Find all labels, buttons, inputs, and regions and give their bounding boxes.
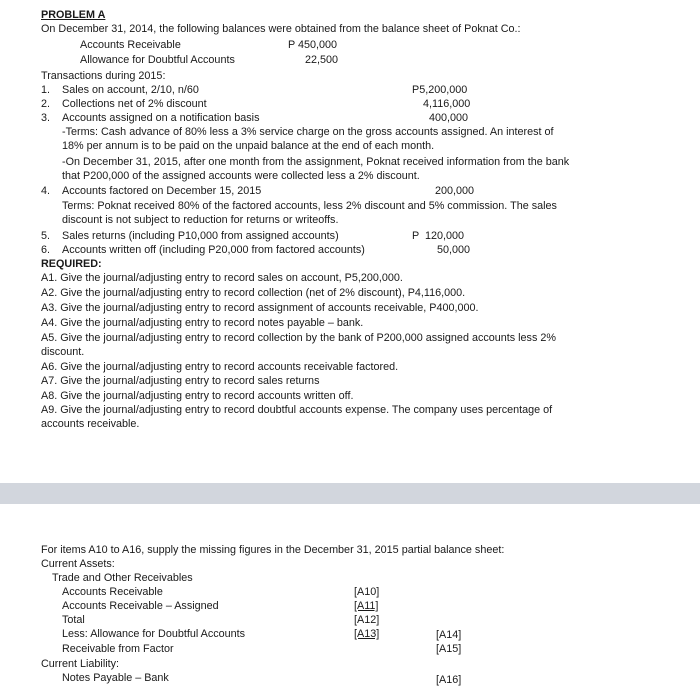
transaction-3-terms-line1: -Terms: Cash advance of 80% less a 3% service charge on the gross accounts assigned. An interest of [62,126,554,138]
required-item-a3: A3. Give the journal/adjusting entry to record assignment of accounts receivable, P400,000. [41,302,479,314]
transaction-2-amount: 4,116,000 [423,98,471,110]
bs-total-label: Total [62,614,85,626]
bs-ar-label: Accounts Receivable [62,586,163,598]
required-item-a5-cont: discount. [41,346,85,358]
required-item-a2: A2. Give the journal/adjusting entry to record collection (net of 2% discount), P4,116,000. [41,287,466,299]
opening-ar-label: Accounts Receivable [80,39,181,51]
required-item-a1: A1. Give the journal/adjusting entry to record sales on account, P5,200,000. [41,272,403,284]
bs-ar-ref: [A10] [354,586,380,598]
bs-net-receivables-ref: [A14] [436,629,462,641]
required-item-a9-cont: accounts receivable. [41,418,140,430]
required-item-a6: A6. Give the journal/adjusting entry to record accounts receivable factored. [41,361,399,373]
trade-receivables-heading: Trade and Other Receivables [52,572,193,584]
bs-factor-ref: [A15] [436,643,462,655]
required-item-a4: A4. Give the journal/adjusting entry to record notes payable – bank. [41,317,364,329]
transaction-3-text: Accounts assigned on a notification basis [62,112,260,124]
transaction-5-text: Sales returns (including P10,000 from assigned accounts) [62,230,339,242]
required-item-a7: A7. Give the journal/adjusting entry to record sales returns [41,375,320,387]
transaction-2-text: Collections net of 2% discount [62,98,207,110]
transaction-5-amount: P 120,000 [412,230,465,242]
opening-ar-amount: P 450,000 [288,39,338,51]
bs-ar-assigned-label: Accounts Receivable – Assigned [62,600,219,612]
required-item-a9: A9. Give the journal/adjusting entry to record doubtful accounts expense. The company uses percentage of [41,404,553,416]
transaction-6-text: Accounts written off (including P20,000 from factored accounts) [62,244,365,256]
transaction-2-number: 2. [41,98,51,110]
current-assets-heading: Current Assets: [41,558,115,570]
bs-ar-assigned-ref: [A11] [354,600,379,612]
bs-total-ref: [A12] [354,614,380,626]
required-item-a5: A5. Give the journal/adjusting entry to record collection by the bank of P200,000 assigned accounts less 2% [41,332,556,344]
transaction-1-text: Sales on account, 2/10, n/60 [62,84,199,96]
transaction-6-amount: 50,000 [437,244,471,256]
transaction-3-number: 3. [41,112,51,124]
intro-text: On December 31, 2014, the following balances were obtained from the balance sheet of Poknat Co.: [41,23,521,35]
transaction-3-terms-line2: 18% per annum is to be paid on the unpaid balance at the end of each month. [62,140,435,152]
transaction-4-terms-line1: Terms: Poknat received 80% of the factored accounts, less 2% discount and 5% commission. The sales [62,200,557,212]
transaction-1-number: 1. [41,84,51,96]
opening-allowance-label: Allowance for Doubtful Accounts [80,54,235,66]
transaction-5-number: 5. [41,230,51,242]
transaction-6-number: 6. [41,244,51,256]
required-heading: REQUIRED: [41,258,102,270]
transaction-1-amount: P5,200,000 [412,84,468,96]
current-liability-heading: Current Liability: [41,658,120,670]
balance-sheet-instruction: For items A10 to A16, supply the missing figures in the December 31, 2015 partial balance sheet: [41,544,505,556]
required-item-a8: A8. Give the journal/adjusting entry to record accounts written off. [41,390,354,402]
transaction-3-note-line1: -On December 31, 2015, after one month from the assignment, Poknat received information from the bank [62,156,570,168]
transactions-heading: Transactions during 2015: [41,70,166,82]
bs-allowance-label: Less: Allowance for Doubtful Accounts [62,628,246,640]
section-divider [0,483,700,504]
transaction-3-note-line2: that P200,000 of the assigned accounts were collected less a 2% discount. [62,170,420,182]
transaction-4-terms-line2: discount is not subject to reduction for returns or writeoffs. [62,214,339,226]
bs-notes-payable-ref: [A16] [436,674,462,686]
bs-notes-payable-label: Notes Payable – Bank [62,672,169,684]
transaction-4-number: 4. [41,185,51,197]
bs-factor-label: Receivable from Factor [62,643,174,655]
problem-title: PROBLEM A [41,9,106,21]
transaction-4-text: Accounts factored on December 15, 2015 [62,185,262,197]
transaction-4-amount: 200,000 [435,185,475,197]
opening-allowance-amount: 22,500 [305,54,339,66]
transaction-3-amount: 400,000 [429,112,469,124]
bs-allowance-ref: [A13] [354,628,380,640]
